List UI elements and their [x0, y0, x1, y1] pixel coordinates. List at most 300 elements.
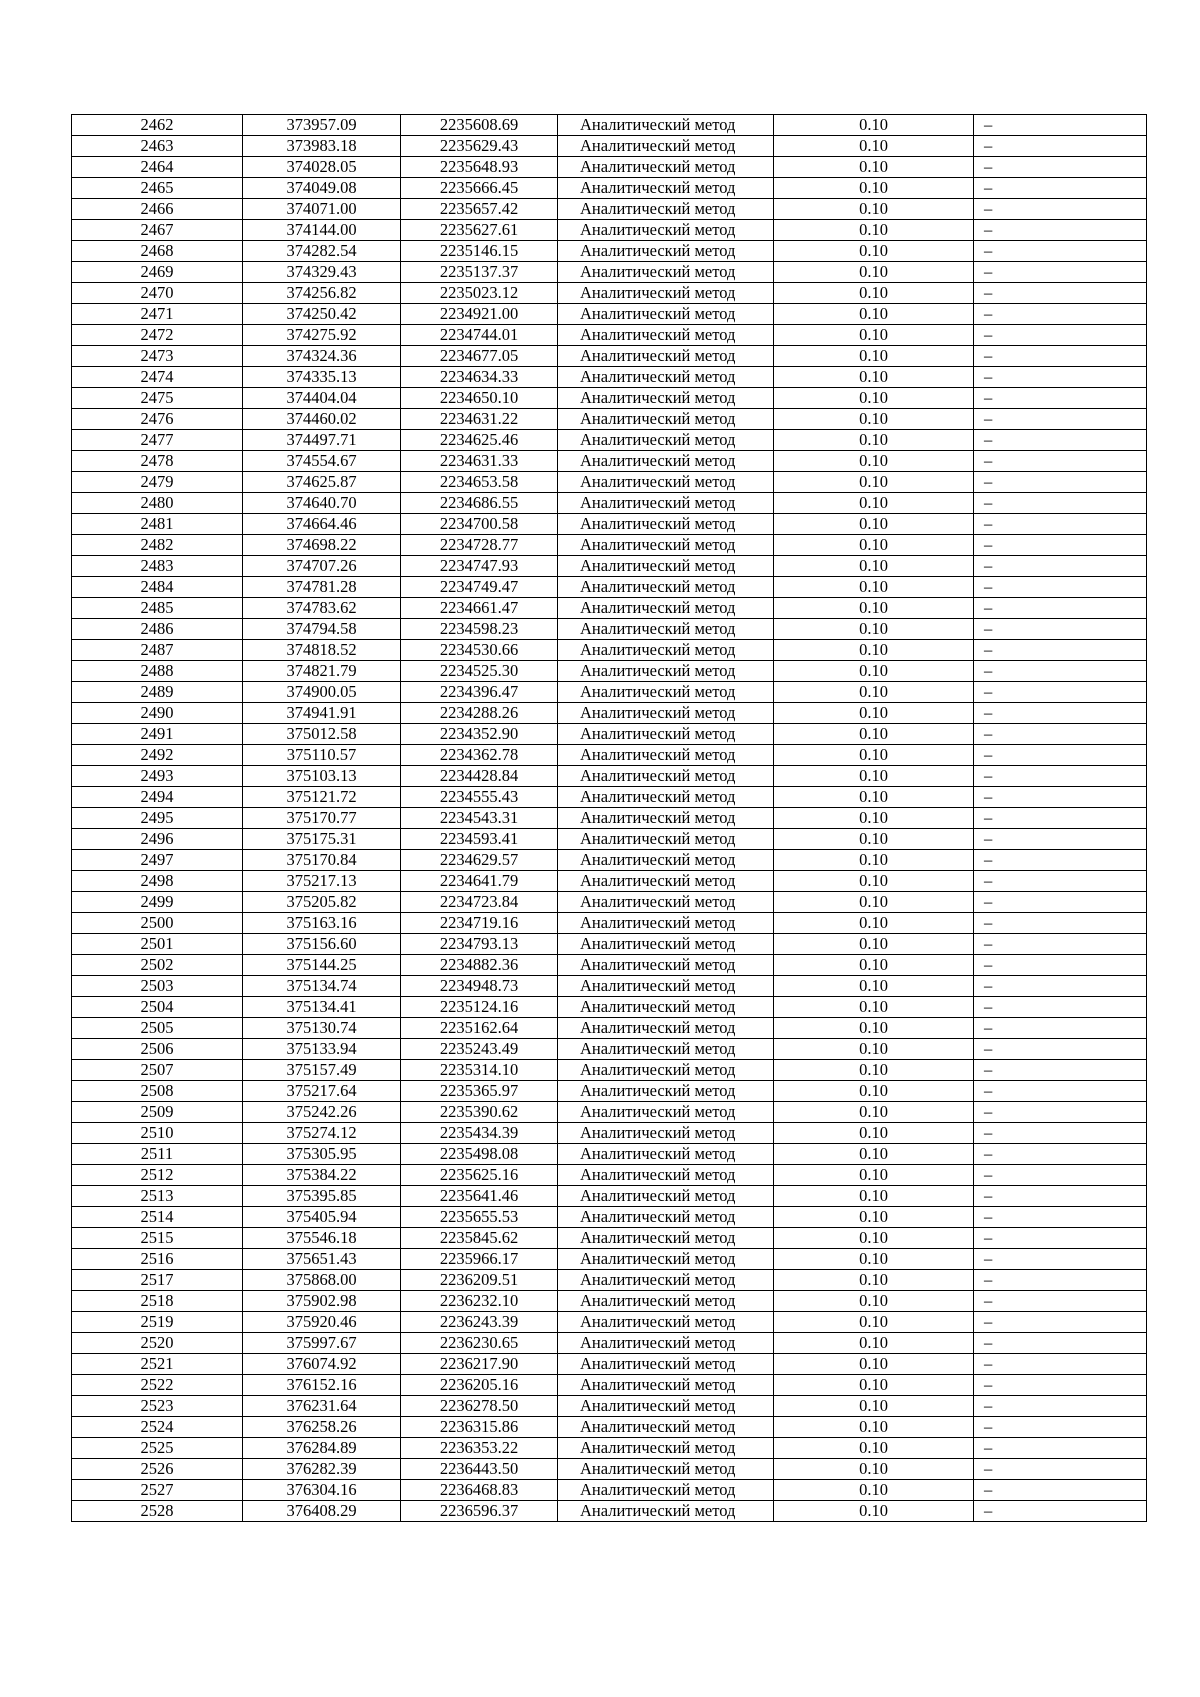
table-row [72, 976, 1147, 997]
method-cell: Аналитический метод [558, 199, 774, 220]
accuracy-cell: 0.10 [774, 1039, 974, 1060]
method-cell: Аналитический метод [558, 619, 774, 640]
accuracy-cell: 0.10 [774, 724, 974, 745]
point-number-cell: 2486 [72, 619, 243, 640]
method-cell: Аналитический метод [558, 241, 774, 262]
y-coordinate-cell: 2234677.05 [401, 346, 558, 367]
table-row [72, 913, 1147, 934]
x-coordinate-cell: 375121.72 [243, 787, 401, 808]
accuracy-cell: 0.10 [774, 1249, 974, 1270]
method-cell: Аналитический метод [558, 1438, 774, 1459]
method-cell: Аналитический метод [558, 157, 774, 178]
y-coordinate-cell: 2234728.77 [401, 535, 558, 556]
method-cell: Аналитический метод [558, 514, 774, 535]
accuracy-cell: 0.10 [774, 661, 974, 682]
point-number-cell: 2477 [72, 430, 243, 451]
table-row [72, 556, 1147, 577]
x-coordinate-cell: 374818.52 [243, 640, 401, 661]
accuracy-cell: 0.10 [774, 283, 974, 304]
accuracy-cell: 0.10 [774, 766, 974, 787]
y-coordinate-cell: 2234719.16 [401, 913, 558, 934]
description-cell: – [974, 598, 1147, 619]
table-row [72, 304, 1147, 325]
point-number-cell: 2505 [72, 1018, 243, 1039]
point-number-cell: 2528 [72, 1501, 243, 1522]
x-coordinate-cell: 375405.94 [243, 1207, 401, 1228]
x-coordinate-cell: 374900.05 [243, 682, 401, 703]
method-cell: Аналитический метод [558, 388, 774, 409]
y-coordinate-cell: 2235845.62 [401, 1228, 558, 1249]
description-cell: – [974, 409, 1147, 430]
x-coordinate-cell: 374781.28 [243, 577, 401, 598]
point-number-cell: 2497 [72, 850, 243, 871]
description-cell: – [974, 430, 1147, 451]
point-number-cell: 2503 [72, 976, 243, 997]
x-coordinate-cell: 375170.84 [243, 850, 401, 871]
description-cell: – [974, 997, 1147, 1018]
table-row [72, 1459, 1147, 1480]
x-coordinate-cell: 376282.39 [243, 1459, 401, 1480]
method-cell: Аналитический метод [558, 1312, 774, 1333]
method-cell: Аналитический метод [558, 661, 774, 682]
accuracy-cell: 0.10 [774, 1501, 974, 1522]
table-row [72, 829, 1147, 850]
y-coordinate-cell: 2235648.93 [401, 157, 558, 178]
method-cell: Аналитический метод [558, 766, 774, 787]
x-coordinate-cell: 375217.13 [243, 871, 401, 892]
method-cell: Аналитический метод [558, 1333, 774, 1354]
table-row [72, 1312, 1147, 1333]
x-coordinate-cell: 375144.25 [243, 955, 401, 976]
point-number-cell: 2471 [72, 304, 243, 325]
y-coordinate-cell: 2236353.22 [401, 1438, 558, 1459]
y-coordinate-cell: 2234744.01 [401, 325, 558, 346]
accuracy-cell: 0.10 [774, 892, 974, 913]
description-cell: – [974, 913, 1147, 934]
method-cell: Аналитический метод [558, 430, 774, 451]
table-row [72, 199, 1147, 220]
x-coordinate-cell: 374250.42 [243, 304, 401, 325]
point-number-cell: 2478 [72, 451, 243, 472]
y-coordinate-cell: 2234793.13 [401, 934, 558, 955]
accuracy-cell: 0.10 [774, 1144, 974, 1165]
x-coordinate-cell: 376074.92 [243, 1354, 401, 1375]
accuracy-cell: 0.10 [774, 598, 974, 619]
y-coordinate-cell: 2234631.33 [401, 451, 558, 472]
accuracy-cell: 0.10 [774, 367, 974, 388]
method-cell: Аналитический метод [558, 1501, 774, 1522]
description-cell: – [974, 1018, 1147, 1039]
point-number-cell: 2487 [72, 640, 243, 661]
table-row [72, 661, 1147, 682]
description-cell: – [974, 220, 1147, 241]
x-coordinate-cell: 375103.13 [243, 766, 401, 787]
point-number-cell: 2473 [72, 346, 243, 367]
x-coordinate-cell: 375134.74 [243, 976, 401, 997]
point-number-cell: 2488 [72, 661, 243, 682]
method-cell: Аналитический метод [558, 703, 774, 724]
coordinates-table-body [72, 115, 1147, 1522]
point-number-cell: 2476 [72, 409, 243, 430]
description-cell: – [974, 682, 1147, 703]
y-coordinate-cell: 2234749.47 [401, 577, 558, 598]
description-cell: – [974, 493, 1147, 514]
y-coordinate-cell: 2234882.36 [401, 955, 558, 976]
accuracy-cell: 0.10 [774, 1207, 974, 1228]
description-cell: – [974, 556, 1147, 577]
x-coordinate-cell: 375868.00 [243, 1270, 401, 1291]
point-number-cell: 2509 [72, 1102, 243, 1123]
description-cell: – [974, 1165, 1147, 1186]
method-cell: Аналитический метод [558, 1186, 774, 1207]
description-cell: – [974, 1123, 1147, 1144]
method-cell: Аналитический метод [558, 1102, 774, 1123]
table-row [72, 997, 1147, 1018]
accuracy-cell: 0.10 [774, 850, 974, 871]
table-row [72, 1438, 1147, 1459]
description-cell: – [974, 325, 1147, 346]
y-coordinate-cell: 2234631.22 [401, 409, 558, 430]
point-number-cell: 2526 [72, 1459, 243, 1480]
method-cell: Аналитический метод [558, 997, 774, 1018]
table-row [72, 892, 1147, 913]
table-row [72, 451, 1147, 472]
method-cell: Аналитический метод [558, 1123, 774, 1144]
x-coordinate-cell: 374329.43 [243, 262, 401, 283]
y-coordinate-cell: 2234921.00 [401, 304, 558, 325]
method-cell: Аналитический метод [558, 409, 774, 430]
accuracy-cell: 0.10 [774, 241, 974, 262]
description-cell: – [974, 241, 1147, 262]
accuracy-cell: 0.10 [774, 535, 974, 556]
description-cell: – [974, 1144, 1147, 1165]
table-row [72, 1186, 1147, 1207]
table-row [72, 514, 1147, 535]
description-cell: – [974, 1438, 1147, 1459]
accuracy-cell: 0.10 [774, 1375, 974, 1396]
y-coordinate-cell: 2235629.43 [401, 136, 558, 157]
x-coordinate-cell: 374941.91 [243, 703, 401, 724]
description-cell: – [974, 619, 1147, 640]
accuracy-cell: 0.10 [774, 556, 974, 577]
table-row [72, 745, 1147, 766]
method-cell: Аналитический метод [558, 1039, 774, 1060]
x-coordinate-cell: 374324.36 [243, 346, 401, 367]
y-coordinate-cell: 2235666.45 [401, 178, 558, 199]
y-coordinate-cell: 2235657.42 [401, 199, 558, 220]
description-cell: – [974, 661, 1147, 682]
table-row [72, 934, 1147, 955]
description-cell: – [974, 976, 1147, 997]
y-coordinate-cell: 2235966.17 [401, 1249, 558, 1270]
point-number-cell: 2491 [72, 724, 243, 745]
table-row [72, 115, 1147, 136]
accuracy-cell: 0.10 [774, 1228, 974, 1249]
table-row [72, 1228, 1147, 1249]
table-row [72, 346, 1147, 367]
point-number-cell: 2501 [72, 934, 243, 955]
table-row [72, 493, 1147, 514]
method-cell: Аналитический метод [558, 1270, 774, 1291]
table-row [72, 241, 1147, 262]
point-number-cell: 2467 [72, 220, 243, 241]
table-row [72, 409, 1147, 430]
y-coordinate-cell: 2234641.79 [401, 871, 558, 892]
table-row [72, 703, 1147, 724]
point-number-cell: 2506 [72, 1039, 243, 1060]
table-row [72, 1333, 1147, 1354]
point-number-cell: 2527 [72, 1480, 243, 1501]
y-coordinate-cell: 2234598.23 [401, 619, 558, 640]
method-cell: Аналитический метод [558, 1459, 774, 1480]
table-row [72, 955, 1147, 976]
accuracy-cell: 0.10 [774, 1123, 974, 1144]
method-cell: Аналитический метод [558, 955, 774, 976]
table-row [72, 1081, 1147, 1102]
method-cell: Аналитический метод [558, 934, 774, 955]
y-coordinate-cell: 2236205.16 [401, 1375, 558, 1396]
table-row [72, 178, 1147, 199]
y-coordinate-cell: 2234396.47 [401, 682, 558, 703]
description-cell: – [974, 1375, 1147, 1396]
y-coordinate-cell: 2236596.37 [401, 1501, 558, 1522]
description-cell: – [974, 892, 1147, 913]
description-cell: – [974, 367, 1147, 388]
point-number-cell: 2511 [72, 1144, 243, 1165]
description-cell: – [974, 1333, 1147, 1354]
description-cell: – [974, 199, 1147, 220]
table-row [72, 220, 1147, 241]
point-number-cell: 2470 [72, 283, 243, 304]
point-number-cell: 2512 [72, 1165, 243, 1186]
x-coordinate-cell: 373983.18 [243, 136, 401, 157]
description-cell: – [974, 262, 1147, 283]
method-cell: Аналитический метод [558, 304, 774, 325]
y-coordinate-cell: 2236209.51 [401, 1270, 558, 1291]
accuracy-cell: 0.10 [774, 787, 974, 808]
x-coordinate-cell: 374625.87 [243, 472, 401, 493]
point-number-cell: 2490 [72, 703, 243, 724]
x-coordinate-cell: 375384.22 [243, 1165, 401, 1186]
method-cell: Аналитический метод [558, 1207, 774, 1228]
accuracy-cell: 0.10 [774, 703, 974, 724]
description-cell: – [974, 724, 1147, 745]
accuracy-cell: 0.10 [774, 136, 974, 157]
description-cell: – [974, 1039, 1147, 1060]
accuracy-cell: 0.10 [774, 1459, 974, 1480]
table-row [72, 1249, 1147, 1270]
point-number-cell: 2474 [72, 367, 243, 388]
table-row [72, 1291, 1147, 1312]
y-coordinate-cell: 2236217.90 [401, 1354, 558, 1375]
point-number-cell: 2464 [72, 157, 243, 178]
point-number-cell: 2483 [72, 556, 243, 577]
point-number-cell: 2507 [72, 1060, 243, 1081]
method-cell: Аналитический метод [558, 577, 774, 598]
point-number-cell: 2469 [72, 262, 243, 283]
x-coordinate-cell: 374664.46 [243, 514, 401, 535]
method-cell: Аналитический метод [558, 1165, 774, 1186]
y-coordinate-cell: 2234352.90 [401, 724, 558, 745]
table-row [72, 1018, 1147, 1039]
table-row [72, 367, 1147, 388]
method-cell: Аналитический метод [558, 472, 774, 493]
description-cell: – [974, 850, 1147, 871]
y-coordinate-cell: 2235124.16 [401, 997, 558, 1018]
x-coordinate-cell: 374640.70 [243, 493, 401, 514]
x-coordinate-cell: 374497.71 [243, 430, 401, 451]
accuracy-cell: 0.10 [774, 1438, 974, 1459]
description-cell: – [974, 934, 1147, 955]
x-coordinate-cell: 376408.29 [243, 1501, 401, 1522]
point-number-cell: 2502 [72, 955, 243, 976]
point-number-cell: 2518 [72, 1291, 243, 1312]
table-row [72, 766, 1147, 787]
point-number-cell: 2514 [72, 1207, 243, 1228]
x-coordinate-cell: 376258.26 [243, 1417, 401, 1438]
point-number-cell: 2481 [72, 514, 243, 535]
table-row [72, 388, 1147, 409]
method-cell: Аналитический метод [558, 829, 774, 850]
point-number-cell: 2515 [72, 1228, 243, 1249]
description-cell: – [974, 829, 1147, 850]
accuracy-cell: 0.10 [774, 913, 974, 934]
description-cell: – [974, 1501, 1147, 1522]
point-number-cell: 2499 [72, 892, 243, 913]
method-cell: Аналитический метод [558, 1018, 774, 1039]
point-number-cell: 2496 [72, 829, 243, 850]
table-row [72, 577, 1147, 598]
x-coordinate-cell: 375651.43 [243, 1249, 401, 1270]
x-coordinate-cell: 376284.89 [243, 1438, 401, 1459]
x-coordinate-cell: 373957.09 [243, 115, 401, 136]
table-row [72, 619, 1147, 640]
x-coordinate-cell: 375133.94 [243, 1039, 401, 1060]
x-coordinate-cell: 375175.31 [243, 829, 401, 850]
y-coordinate-cell: 2234525.30 [401, 661, 558, 682]
method-cell: Аналитический метод [558, 136, 774, 157]
method-cell: Аналитический метод [558, 283, 774, 304]
method-cell: Аналитический метод [558, 262, 774, 283]
method-cell: Аналитический метод [558, 913, 774, 934]
description-cell: – [974, 472, 1147, 493]
description-cell: – [974, 640, 1147, 661]
y-coordinate-cell: 2236232.10 [401, 1291, 558, 1312]
description-cell: – [974, 157, 1147, 178]
y-coordinate-cell: 2235243.49 [401, 1039, 558, 1060]
point-number-cell: 2510 [72, 1123, 243, 1144]
y-coordinate-cell: 2235314.10 [401, 1060, 558, 1081]
point-number-cell: 2504 [72, 997, 243, 1018]
x-coordinate-cell: 375902.98 [243, 1291, 401, 1312]
accuracy-cell: 0.10 [774, 1186, 974, 1207]
point-number-cell: 2482 [72, 535, 243, 556]
x-coordinate-cell: 375217.64 [243, 1081, 401, 1102]
accuracy-cell: 0.10 [774, 472, 974, 493]
method-cell: Аналитический метод [558, 1144, 774, 1165]
description-cell: – [974, 1396, 1147, 1417]
table-row [72, 1039, 1147, 1060]
x-coordinate-cell: 375130.74 [243, 1018, 401, 1039]
description-cell: – [974, 514, 1147, 535]
point-number-cell: 2475 [72, 388, 243, 409]
accuracy-cell: 0.10 [774, 934, 974, 955]
accuracy-cell: 0.10 [774, 493, 974, 514]
y-coordinate-cell: 2236315.86 [401, 1417, 558, 1438]
description-cell: – [974, 1459, 1147, 1480]
point-number-cell: 2484 [72, 577, 243, 598]
description-cell: – [974, 451, 1147, 472]
table-row [72, 724, 1147, 745]
x-coordinate-cell: 375012.58 [243, 724, 401, 745]
y-coordinate-cell: 2234661.47 [401, 598, 558, 619]
method-cell: Аналитический метод [558, 871, 774, 892]
y-coordinate-cell: 2235655.53 [401, 1207, 558, 1228]
x-coordinate-cell: 375134.41 [243, 997, 401, 1018]
table-row [72, 1123, 1147, 1144]
y-coordinate-cell: 2234625.46 [401, 430, 558, 451]
y-coordinate-cell: 2234948.73 [401, 976, 558, 997]
method-cell: Аналитический метод [558, 1228, 774, 1249]
point-number-cell: 2522 [72, 1375, 243, 1396]
table-row [72, 640, 1147, 661]
x-coordinate-cell: 374707.26 [243, 556, 401, 577]
description-cell: – [974, 1102, 1147, 1123]
description-cell: – [974, 787, 1147, 808]
point-number-cell: 2479 [72, 472, 243, 493]
x-coordinate-cell: 375157.49 [243, 1060, 401, 1081]
y-coordinate-cell: 2234653.58 [401, 472, 558, 493]
x-coordinate-cell: 376152.16 [243, 1375, 401, 1396]
method-cell: Аналитический метод [558, 535, 774, 556]
x-coordinate-cell: 375205.82 [243, 892, 401, 913]
table-row [72, 1144, 1147, 1165]
x-coordinate-cell: 374698.22 [243, 535, 401, 556]
description-cell: – [974, 1228, 1147, 1249]
accuracy-cell: 0.10 [774, 1291, 974, 1312]
accuracy-cell: 0.10 [774, 1417, 974, 1438]
point-number-cell: 2492 [72, 745, 243, 766]
accuracy-cell: 0.10 [774, 1165, 974, 1186]
accuracy-cell: 0.10 [774, 682, 974, 703]
y-coordinate-cell: 2234543.31 [401, 808, 558, 829]
method-cell: Аналитический метод [558, 493, 774, 514]
description-cell: – [974, 388, 1147, 409]
description-cell: – [974, 745, 1147, 766]
x-coordinate-cell: 374794.58 [243, 619, 401, 640]
point-number-cell: 2489 [72, 682, 243, 703]
y-coordinate-cell: 2236468.83 [401, 1480, 558, 1501]
accuracy-cell: 0.10 [774, 325, 974, 346]
y-coordinate-cell: 2234650.10 [401, 388, 558, 409]
x-coordinate-cell: 375110.57 [243, 745, 401, 766]
point-number-cell: 2525 [72, 1438, 243, 1459]
y-coordinate-cell: 2234700.58 [401, 514, 558, 535]
description-cell: – [974, 1249, 1147, 1270]
point-number-cell: 2485 [72, 598, 243, 619]
table-row [72, 262, 1147, 283]
x-coordinate-cell: 374256.82 [243, 283, 401, 304]
x-coordinate-cell: 374783.62 [243, 598, 401, 619]
description-cell: – [974, 955, 1147, 976]
point-number-cell: 2521 [72, 1354, 243, 1375]
accuracy-cell: 0.10 [774, 808, 974, 829]
method-cell: Аналитический метод [558, 1480, 774, 1501]
method-cell: Аналитический метод [558, 451, 774, 472]
accuracy-cell: 0.10 [774, 871, 974, 892]
point-number-cell: 2480 [72, 493, 243, 514]
accuracy-cell: 0.10 [774, 1081, 974, 1102]
